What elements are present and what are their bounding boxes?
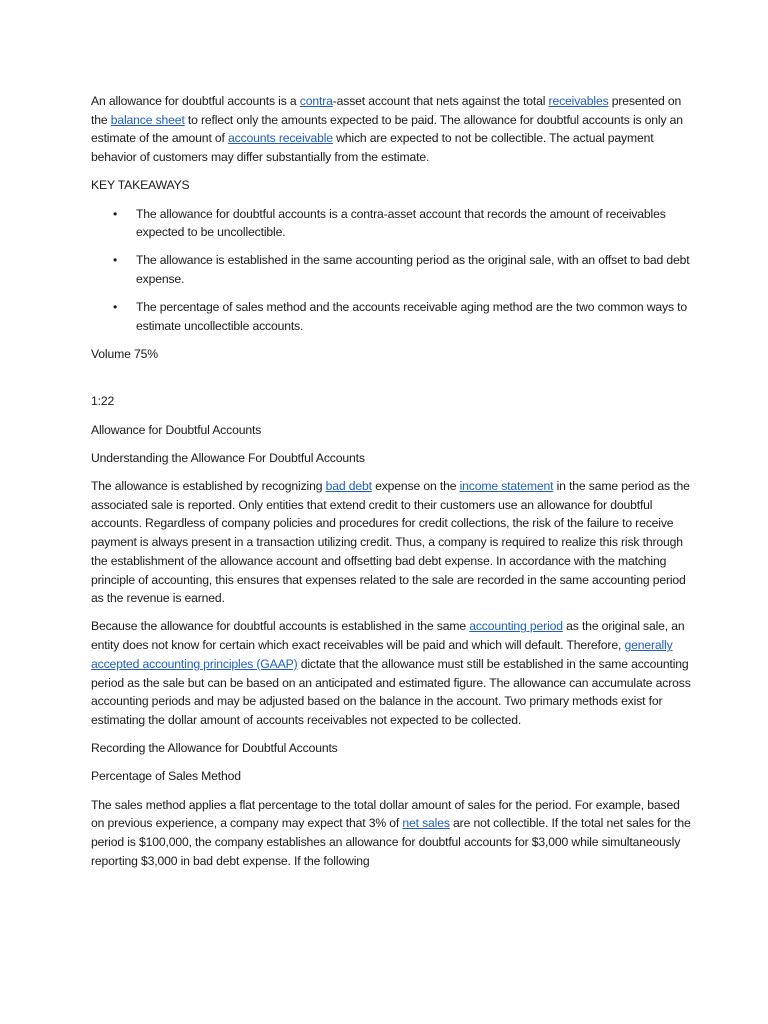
section-title: Allowance for Doubtful Accounts [91,422,262,437]
list-item-text: The allowance is established in the same accounting period as the original sale, with an offset to bad debt expense. [136,253,690,287]
intro-text-5: which are expected to not be collectible. The actual payment behavior of customers may differ substantially from the estimate. [91,131,654,165]
intro-text-4: to reflect only the amounts expected to be paid. The allowance for doubtful accounts is only an estimate of the amount of [91,112,683,146]
para2-text-2: as the original sale, an entity does not know for certain which exact receivables will be paid and which will default. Therefore, [91,619,685,653]
document-page [91,92,691,880]
paragraph-sales-method [91,796,691,871]
para1-text-1: The allowance is established by recognizing [91,479,326,494]
list-item [91,251,691,288]
intro-text-3: presented on the [91,94,682,127]
intro-text-2: -asset account that nets against the total [332,94,549,108]
para3-text-1: The sales method applies a flat percentage to the total dollar amount of sales for the period. For example, based on previous experience, a company may expect that 3% of [91,797,680,831]
spacer [91,373,691,392]
bullet-icon: • [113,206,118,221]
para2-text-1: Because the allowance for doubtful accounts is established in the same [91,619,470,634]
percentage-heading: Percentage of Sales Method [91,769,241,784]
list-item [91,298,691,335]
recording-heading: Recording the Allowance for Doubtful Accounts [91,741,338,756]
bullet-icon: • [113,300,118,315]
para2-text-3: dictate that the allowance must still be established in the same accounting period as the sale but can be based on an anticipated and estimated figure. The allowance can accumulate across accounting periods and may be adjusted based on the balance in the account. Two primary methods exist for estimating the dollar amount of accounts receivables not expected to be collected. [91,656,691,727]
paragraph-understanding [91,477,691,608]
link-gaap[interactable]: generally accepted accounting principles (GAAP) [91,638,673,671]
intro-paragraph [91,92,691,167]
para1-text-2: expense on the [371,479,460,494]
key-takeaways-list [91,205,691,336]
list-item-text: The percentage of sales method and the accounts receivable aging method are the two common ways to estimate uncollectible accounts. [136,300,687,334]
video-time-text: 1:22 [91,394,115,409]
link-accounts-receivable[interactable]: accounts receivable [228,131,333,146]
link-receivables[interactable]: receivables [548,94,609,108]
list-item [91,205,691,242]
para1-text-3: in the same period as the associated sale is reported. Only entities that extend credit to their customers use an allowance for doubtful accounts. Regardless of company policies and procedures for credit collections, the risk of the failure to receive payment is always present in a transaction utilizing credit. Thus, a company is required to realize this risk through the establishment of the allowance account and offsetting bad debt expense. In accordance with the matching principle of accounting, this ensures that expenses related to the sale are recorded in the same accounting period as the revenue is earned. [91,479,690,606]
link-income-statement[interactable]: income statement [459,479,554,494]
bullet-icon: • [113,253,118,268]
link-accounting-period[interactable]: accounting period [469,619,563,634]
list-item-text: The allowance for doubtful accounts is a contra-asset account that records the amount of receivables expected to be uncollectible. [136,206,666,240]
para3-text-2: are not collectible. If the total net sales for the period is $100,000, the company establishes an allowance for doubtful accounts for $3,000 while simultaneously reporting $3,000 in bad debt expense. If the following [91,816,691,868]
link-contra[interactable]: contra [299,94,333,108]
understanding-heading: Understanding the Allowance For Doubtful Accounts [91,450,365,465]
paragraph-gaap [91,617,691,729]
link-bad-debt[interactable]: bad debt [325,479,372,494]
link-net-sales[interactable]: net sales [402,816,450,831]
volume-text: Volume 75% [91,347,158,362]
key-takeaways-heading: KEY TAKEAWAYS [91,178,190,193]
link-balance-sheet[interactable]: balance sheet [110,112,185,127]
intro-text-1: An allowance for doubtful accounts is a [91,94,300,108]
